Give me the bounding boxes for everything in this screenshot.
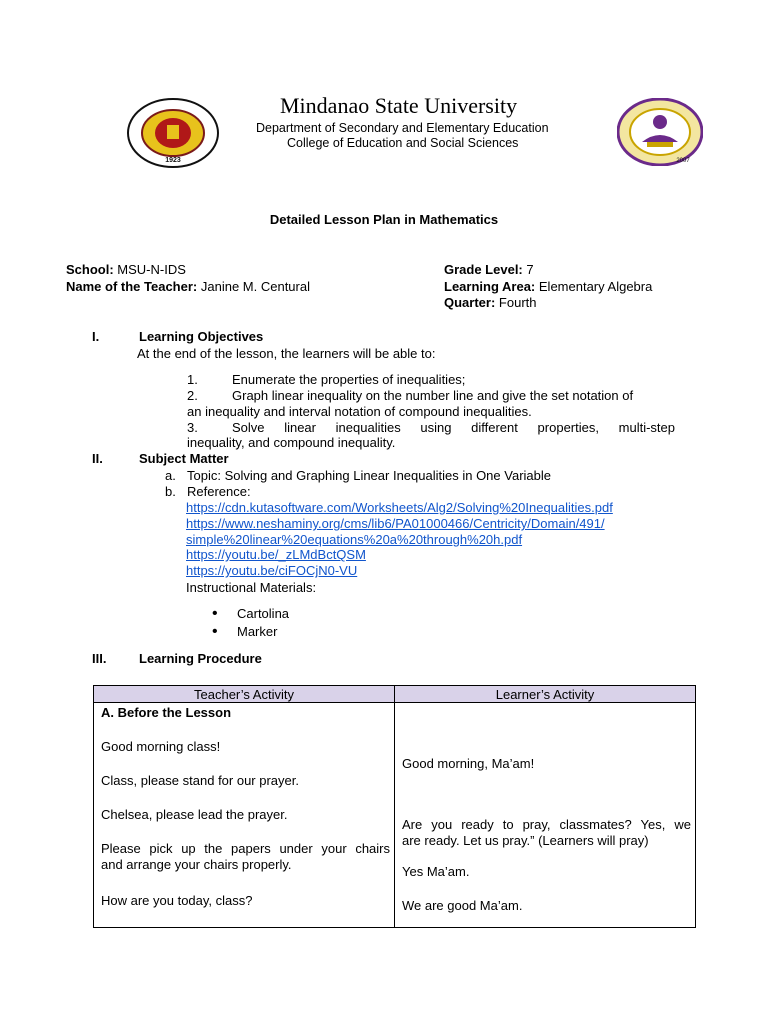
college-seal-logo (617, 98, 703, 166)
learner-activity-header: Learner’s Activity (395, 686, 696, 703)
learner-line: We are good Ma’am. (402, 898, 523, 913)
department-name: Department of Secondary and Elementary Education (256, 121, 549, 135)
college-name: College of Education and Social Sciences (287, 136, 519, 150)
section1-number: I. (92, 329, 100, 344)
teacher-activity-header: Teacher’s Activity (94, 686, 395, 703)
objective-1: Enumerate the properties of inequalities; (232, 372, 466, 387)
objective-3-line-a: Solve linear inequalities using different properties, multi-step (232, 420, 675, 435)
before-lesson-heading: A. Before the Lesson (101, 705, 232, 720)
university-name: Mindanao State University (280, 93, 518, 118)
section1-title: Learning Objectives (139, 329, 264, 344)
reference-label: Reference: (187, 484, 251, 499)
reference-link-neshaminy-cont[interactable]: simple%20linear%20equations%20a%20through%20h.pdf (186, 532, 523, 547)
svg-text:2007: 2007 (676, 158, 690, 164)
bullet-icon: • (212, 605, 218, 622)
svg-text:1923: 1923 (165, 157, 181, 164)
grade-line (444, 262, 534, 277)
grade-label: Grade Level: (444, 262, 523, 277)
quarter-line (444, 295, 537, 310)
area-line (444, 279, 652, 294)
teacher-line: Please pick up the papers under your chairs (101, 841, 390, 856)
teacher-line (66, 279, 310, 294)
reference-link-neshaminy[interactable]: https://www.neshaminy.org/cms/lib6/PA01000466/Centricity/Domain/491/ (186, 516, 605, 531)
table-row (94, 703, 696, 928)
section3-title: Learning Procedure (139, 651, 262, 666)
teacher-line: Good morning class! (101, 739, 221, 754)
section2-number: II. (92, 451, 103, 466)
objective-1-number: 1. (187, 372, 198, 387)
objectives-intro: At the end of the lesson, the learners will be able to: (137, 346, 436, 361)
area-value: Elementary Algebra (538, 279, 653, 294)
learning-procedure-table (93, 685, 696, 928)
reference-marker: b. (165, 484, 176, 499)
objective-2-line-b: an inequality and interval notation of compound inequalities. (187, 404, 532, 419)
teacher-label: Name of the Teacher: (66, 279, 198, 294)
quarter-value: Fourth (498, 295, 537, 310)
topic-marker: a. (165, 468, 176, 483)
reference-link-kutasoftware[interactable]: https://cdn.kutasoftware.com/Worksheets/Alg2/Solving%20Inequalities.pdf (186, 500, 613, 515)
objective-2-line-a: Graph linear inequality on the number line and give the set notation of (232, 388, 634, 403)
area-label: Learning Area: (444, 279, 536, 294)
bullet-icon: • (212, 623, 218, 640)
learner-line: Yes Ma’am. (402, 864, 470, 879)
materials-label: Instructional Materials: (186, 580, 317, 595)
topic-text: Topic: Solving and Graphing Linear Inequalities in One Variable (187, 468, 551, 483)
document-title: Detailed Lesson Plan in Mathematics (269, 212, 499, 227)
msu-seal-logo (127, 98, 219, 168)
school-line (66, 262, 186, 277)
grade-value: 7 (526, 262, 534, 277)
reference-link-youtube-2[interactable]: https://youtu.be/ciFOCjN0-VU (186, 563, 358, 578)
teacher-line: Chelsea, please lead the prayer. (101, 807, 288, 822)
objective-2-number: 2. (187, 388, 198, 403)
learner-line: are ready. Let us pray.” (Learners will pray) (402, 833, 649, 848)
learner-line: Are you ready to pray, classmates? Yes, we (402, 817, 691, 832)
material-item-cartolina: Cartolina (237, 606, 290, 621)
school-label: School: (66, 262, 114, 277)
section3-number: III. (92, 651, 107, 666)
objective-3-number: 3. (187, 420, 198, 435)
quarter-label: Quarter: (444, 295, 496, 310)
objective-3-line-b: inequality, and compound inequality. (187, 435, 396, 450)
teacher-line: and arrange your chairs properly. (101, 857, 292, 872)
table-header-row (94, 686, 696, 703)
teacher-line: How are you today, class? (101, 893, 253, 908)
school-value: MSU-N-IDS (117, 262, 186, 277)
section2-title: Subject Matter (139, 451, 229, 466)
teacher-value: Janine M. Centural (200, 279, 310, 294)
material-item-marker: Marker (237, 624, 278, 639)
teacher-activity-cell (94, 703, 395, 928)
reference-link-youtube-1[interactable]: https://youtu.be/_zLMdBctQSM (186, 547, 366, 562)
learner-activity-cell (395, 703, 696, 928)
learner-line: Good morning, Ma’am! (402, 756, 535, 771)
teacher-line: Class, please stand for our prayer. (101, 773, 299, 788)
